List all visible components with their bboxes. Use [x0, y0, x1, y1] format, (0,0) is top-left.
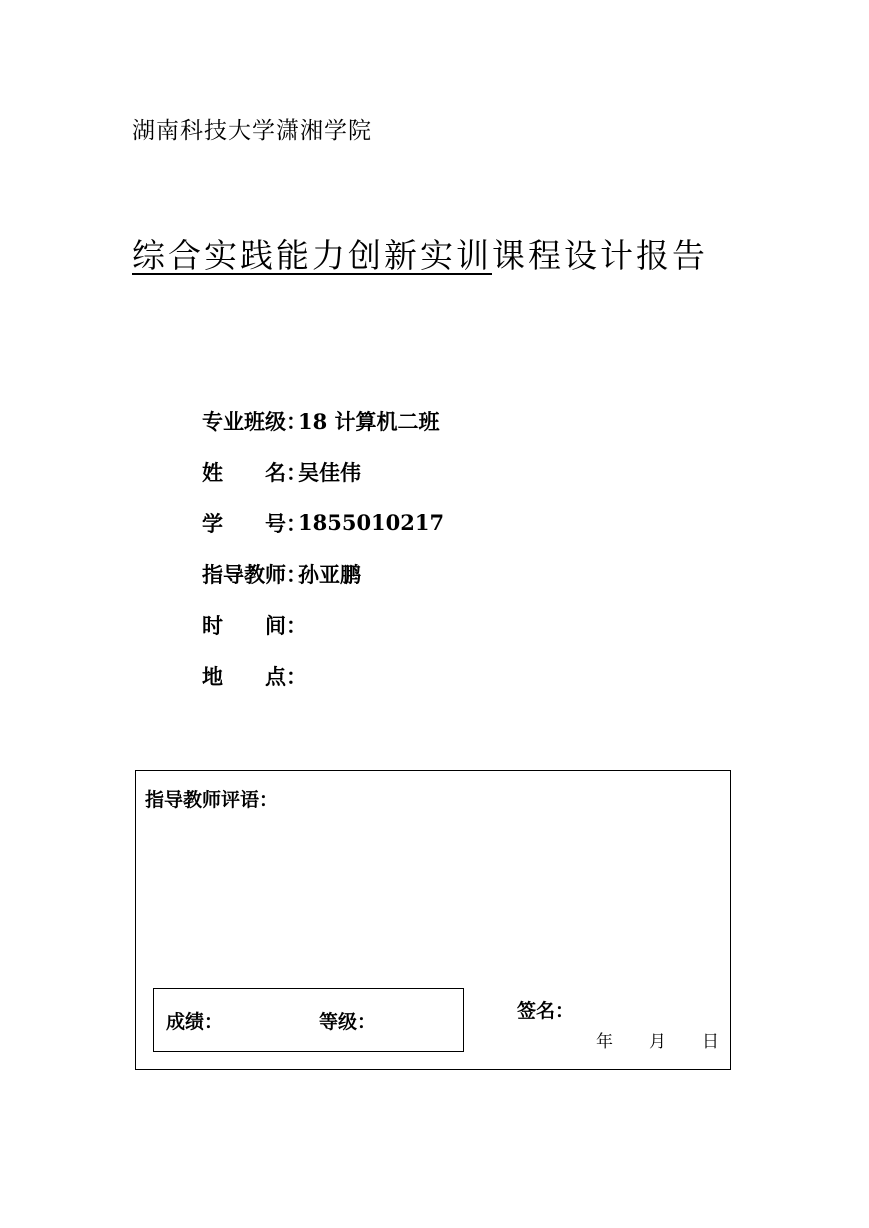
- student-info: [202, 395, 444, 701]
- student-id-value: 1855010217: [298, 510, 445, 535]
- report-title-rest: 课程设计报告: [492, 236, 708, 275]
- info-row-name: [202, 446, 444, 497]
- name-value: 吴佳伟: [298, 459, 361, 485]
- place-label: 地 点：: [202, 663, 307, 689]
- teacher-value: 孙亚鹏: [298, 561, 361, 587]
- student-id-label: 学 号：: [202, 510, 307, 536]
- date-line: [596, 1027, 719, 1052]
- report-title: [132, 230, 708, 277]
- date-year: 年: [596, 1032, 613, 1052]
- info-row-major: [202, 395, 444, 446]
- major-label: 专业班级：: [202, 408, 307, 434]
- date-day: 日: [702, 1032, 719, 1052]
- grade-box: [153, 988, 464, 1052]
- time-label: 时 间：: [202, 612, 307, 638]
- name-label: 姓 名：: [202, 459, 307, 485]
- school-name: 湖南科技大学潇湘学院: [132, 118, 372, 144]
- info-row-time: [202, 599, 444, 650]
- teacher-comment-box: [135, 770, 731, 1070]
- info-row-teacher: [202, 548, 444, 599]
- level-label: 等级：: [319, 1011, 377, 1033]
- report-title-underlined: 综合实践能力创新实训: [132, 236, 492, 275]
- signature-label: 签名：: [517, 1000, 575, 1022]
- score-label: 成绩：: [166, 1011, 224, 1033]
- teacher-label: 指导教师：: [202, 561, 307, 587]
- info-row-place: [202, 650, 444, 701]
- major-value: 18 计算机二班: [298, 408, 440, 434]
- teacher-comment-label: 指导教师评语：: [145, 789, 279, 811]
- info-row-id: [202, 497, 444, 548]
- date-month: 月: [649, 1032, 666, 1052]
